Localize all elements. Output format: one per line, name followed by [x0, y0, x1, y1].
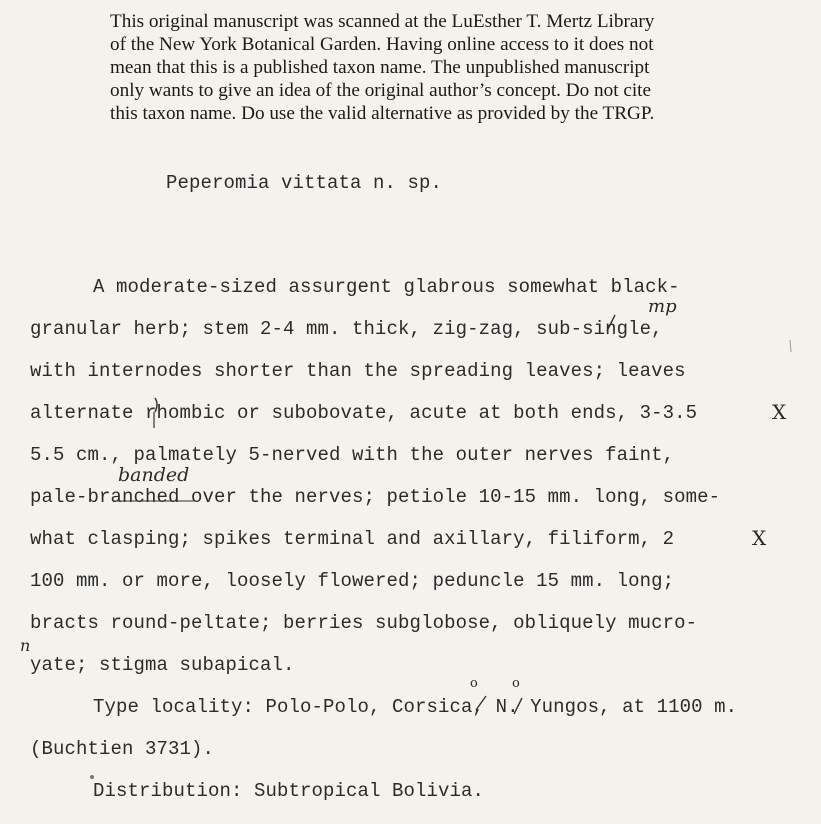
pen-strike	[476, 696, 486, 710]
notice-line: This original manuscript was scanned at the LuEsther T. Mertz Library	[110, 11, 655, 32]
species-title: Peperomia vittata n. sp.	[166, 172, 443, 194]
description-line: yate; stigma subapical.	[30, 654, 295, 676]
handwritten-o: o	[470, 676, 478, 691]
description-line: alternate rhombic or subobovate, acute at both ends, 3-3.5	[30, 402, 698, 424]
handwritten-x-mark: X	[752, 526, 767, 550]
ink-dot	[90, 775, 94, 779]
pen-strike	[607, 315, 615, 331]
notice-line: this taxon name. Do use the valid alternative as provided by the TRGP.	[110, 103, 655, 124]
notice-line: only wants to give an idea of the original author’s concept. Do not cite	[110, 80, 652, 101]
description-line: with internodes shorter than the spreading leaves; leaves	[30, 360, 686, 382]
handwritten-o: o	[512, 676, 520, 691]
description-line: 5.5 cm., palmately 5-nerved with the outer nerves faint,	[30, 444, 675, 466]
collector-line: (Buchtien 3731).	[30, 738, 215, 760]
type-locality-line: Type locality: Polo-Polo, Corsica, N. Yungos, at 1100 m.	[93, 696, 738, 718]
description-line: 100 mm. or more, loosely flowered; peduncle 15 mm. long;	[30, 570, 675, 592]
handwritten-n: n	[20, 636, 31, 655]
handwritten-banded: banded	[118, 464, 190, 486]
paper-mark	[790, 340, 791, 352]
description-line: what clasping; spikes terminal and axillary, filiform, 2	[30, 528, 675, 550]
pen-bracket	[155, 398, 157, 412]
handwritten-x-mark: X	[772, 400, 787, 424]
description-line: A moderate-sized assurgent glabrous somewhat black-	[93, 276, 680, 298]
pen-strike	[514, 698, 522, 714]
description-line: bracts round-peltate; berries subglobose, obliquely mucro-	[30, 612, 698, 634]
distribution-line: Distribution: Subtropical Bolivia.	[93, 780, 485, 802]
notice-line: of the New York Botanical Garden. Having online access to it does not	[110, 34, 654, 55]
description-line: granular herb; stem 2-4 mm. thick, zig-zag, sub-single,	[30, 318, 663, 340]
notice-line: mean that this is a published taxon name. The unpublished manuscript	[110, 57, 650, 78]
handwritten-mp: mp	[648, 296, 677, 317]
description-line: pale-branched over the nerves; petiole 10-15 mm. long, some-	[30, 486, 721, 508]
